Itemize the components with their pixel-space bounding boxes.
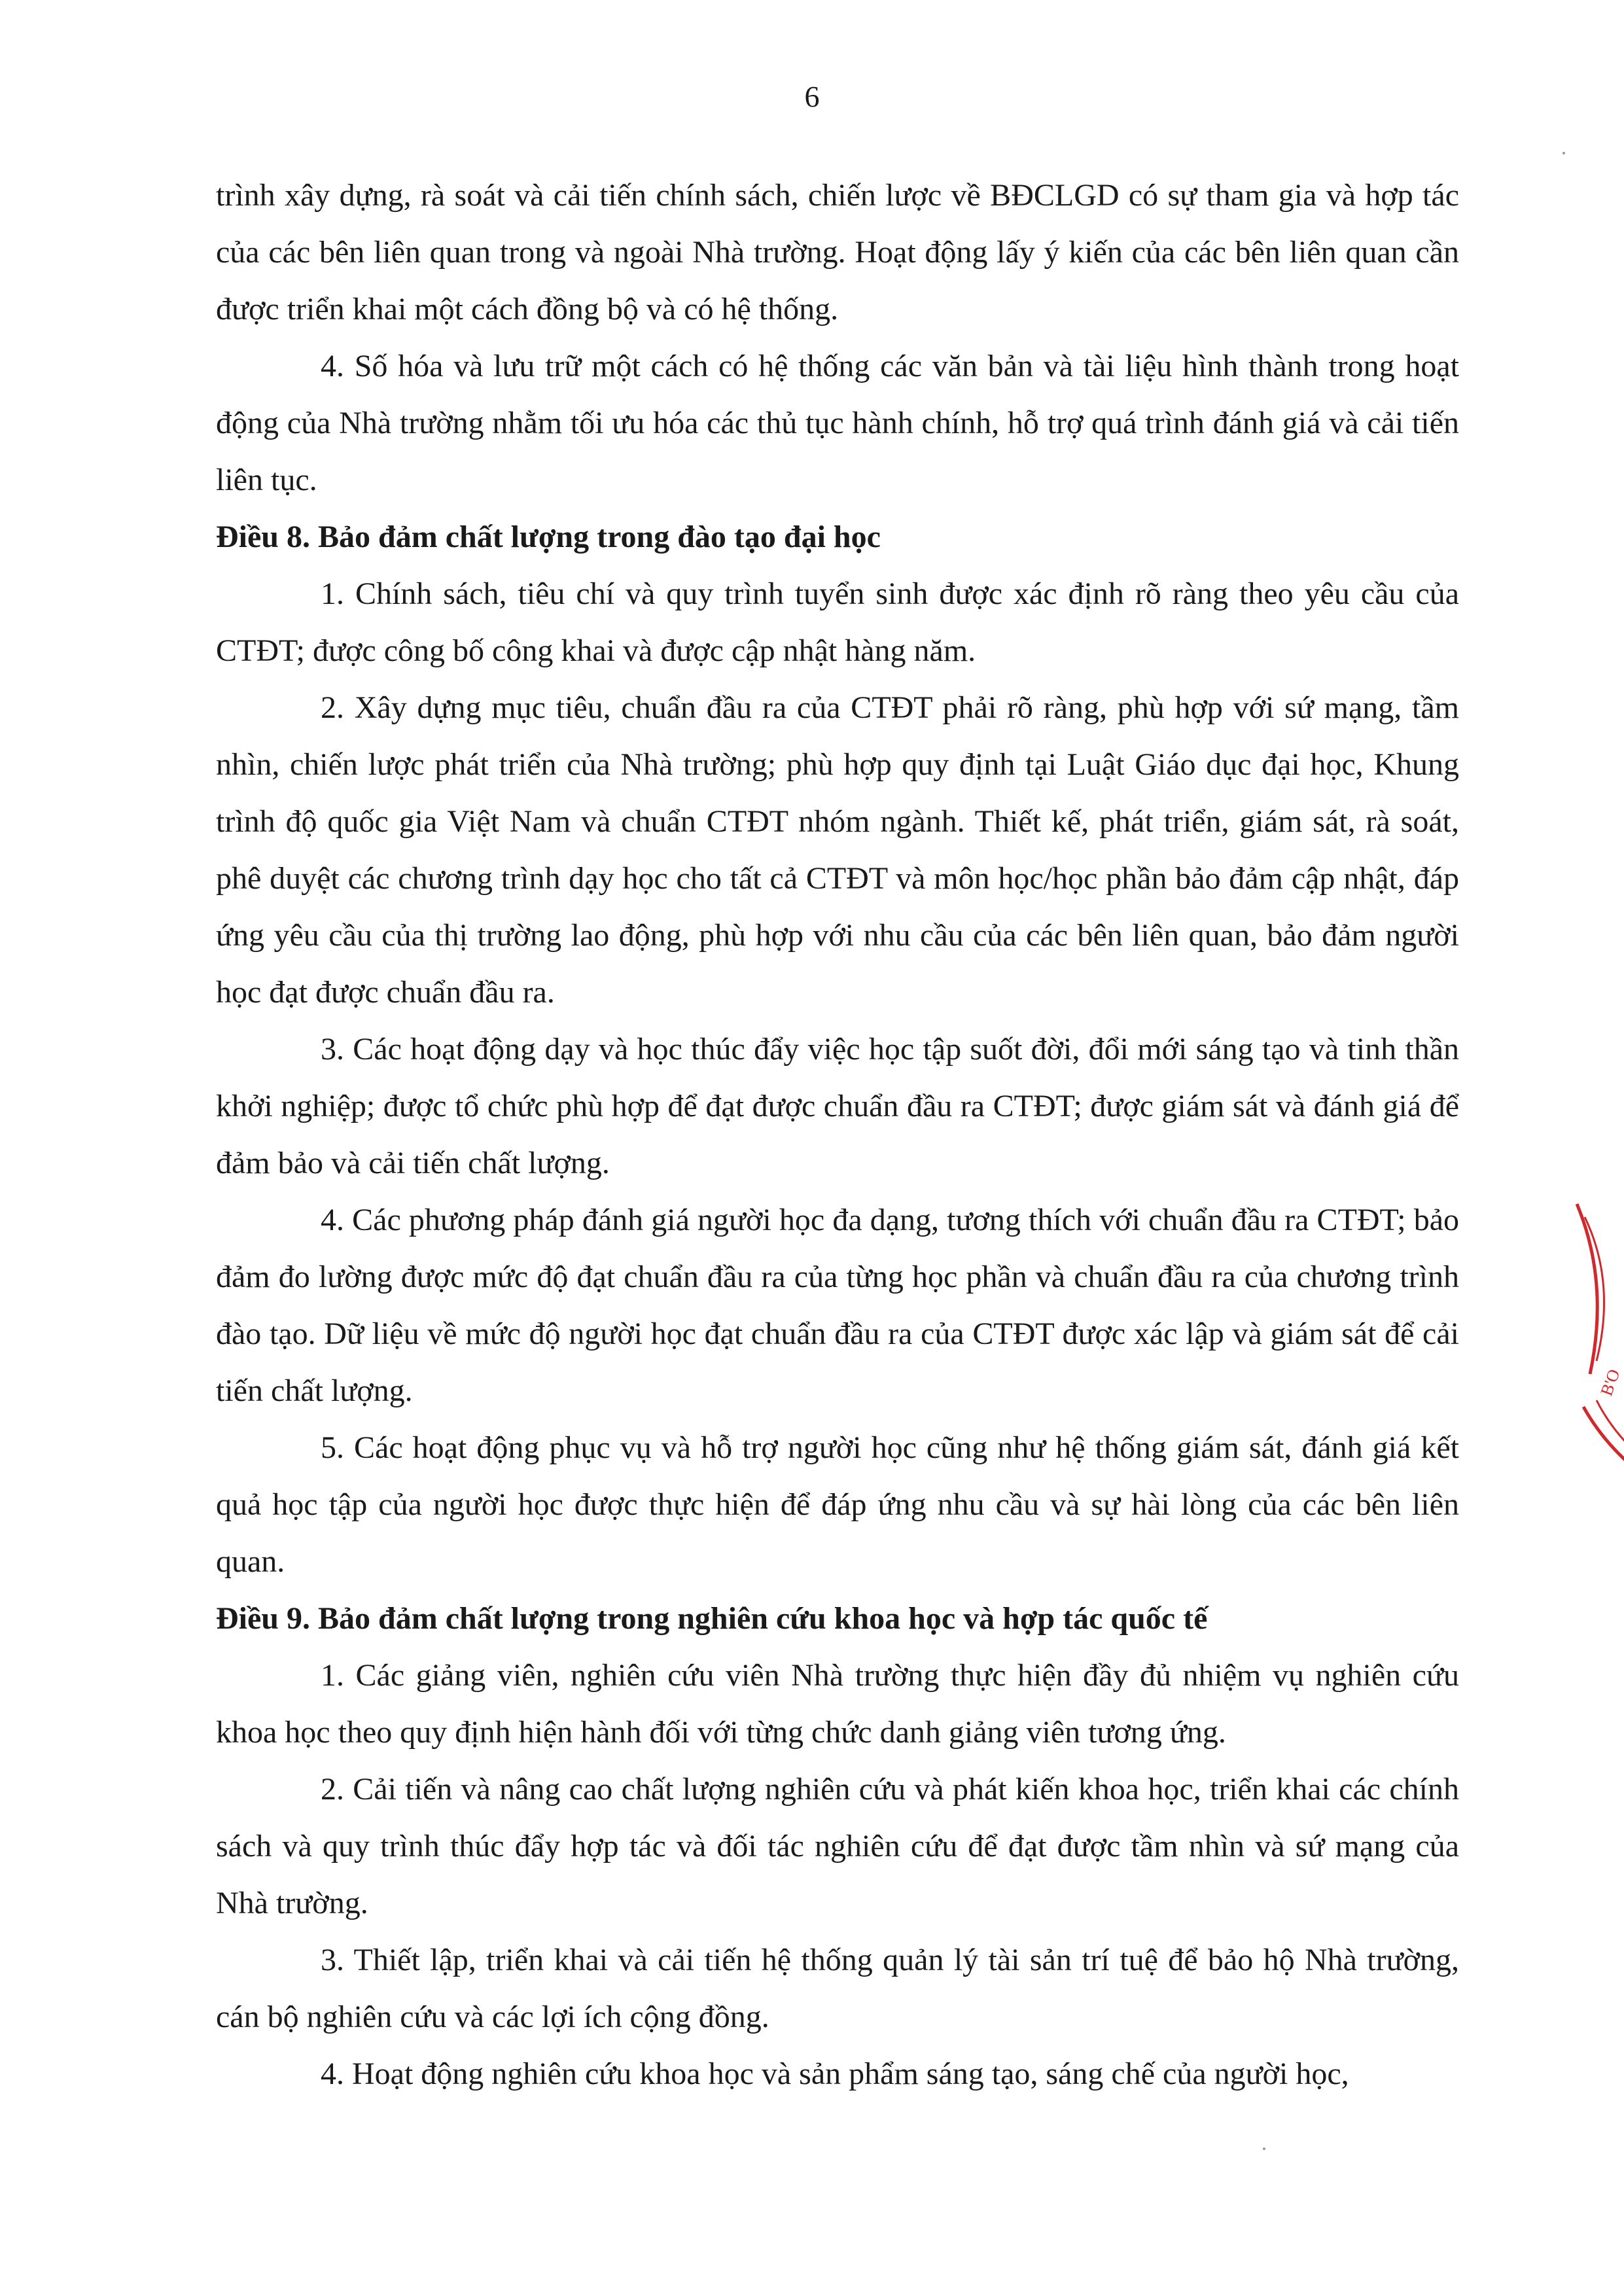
paragraph: 2. Xây dựng mục tiêu, chuẩn đầu ra của CTĐT phải rõ ràng, phù hợp với sứ mạng, tầm nhìn, chiến lược phát triển của Nhà trường; phù hợp quy định tại Luật Giáo dục đại học, Khung trình độ quốc gia Việt Nam và chuẩn CTĐT nhóm ngành. Thiết kế, phát triển, giám sát, rà soát, phê duyệt các chương trình dạy học cho tất cả CTĐT và môn học/học phần bảo đảm cập nhật, đáp ứng yêu cầu của thị trường lao động, phù hợp với nhu cầu của các bên liên quan, bảo đảm người học đạt được chuẩn đầu ra. <box>216 690 1459 1010</box>
paragraph: 1. Các giảng viên, nghiên cứu viên Nhà trường thực hiện đầy đủ nhiệm vụ nghiên cứu khoa học theo quy định hiện hành đối với từng chức danh giảng viên tương ứng. <box>216 1658 1459 1750</box>
article-heading: Điều 9. Bảo đảm chất lượng trong nghiên cứu khoa học và hợp tác quốc tế <box>216 1601 1208 1636</box>
red-seal-icon <box>1570 1191 1624 1518</box>
paragraph: 5. Các hoạt động phục vụ và hỗ trợ người học cũng như hệ thống giám sát, đánh giá kết quả học tập của người học được thực hiện để đáp ứng nhu cầu và sự hài lòng của các bên liên quan. <box>216 1430 1459 1579</box>
svg-text:B'O: B'O <box>1597 1366 1624 1399</box>
paragraph: 3. Thiết lập, triển khai và cải tiến hệ thống quản lý tài sản trí tuệ để bảo hộ Nhà trường, cán bộ nghiên cứu và các lợi ích cộng đồng. <box>216 1943 1459 2034</box>
paragraph: 4. Các phương pháp đánh giá người học đa dạng, tương thích với chuẩn đầu ra CTĐT; bảo đảm đo lường được mức độ đạt chuẩn đầu ra của từng học phần và chuẩn đầu ra của chương trình đào tạo. Dữ liệu về mức độ người học đạt chuẩn đầu ra của CTĐT được xác lập và giám sát để cải tiến chất lượng. <box>216 1203 1459 1408</box>
paragraph: 1. Chính sách, tiêu chí và quy trình tuyển sinh được xác định rõ ràng theo yêu cầu của CTĐT; được công bố công khai và được cập nhật hàng năm. <box>216 576 1459 668</box>
paragraph: 4. Hoạt động nghiên cứu khoa học và sản phẩm sáng tạo, sáng chế của người học, <box>321 2057 1349 2091</box>
page-number: 6 <box>804 80 820 113</box>
scan-speck <box>1562 152 1565 154</box>
scan-speck <box>1263 2147 1265 2150</box>
paragraph: 3. Các hoạt động dạy và học thúc đẩy việc học tập suốt đời, đổi mới sáng tạo và tinh thần khởi nghiệp; được tổ chức phù hợp để đạt được chuẩn đầu ra CTĐT; được giám sát và đánh giá để đảm bảo và cải tiến chất lượng. <box>216 1032 1459 1180</box>
document-body <box>216 167 1459 2102</box>
paragraph: trình xây dựng, rà soát và cải tiến chính sách, chiến lược về BĐCLGD có sự tham gia và hợp tác của các bên liên quan trong và ngoài Nhà trường. Hoạt động lấy ý kiến của các bên liên quan cần được triển khai một cách đồng bộ và có hệ thống. <box>216 178 1459 327</box>
paragraph: 2. Cải tiến và nâng cao chất lượng nghiên cứu và phát kiến khoa học, triển khai các chính sách và quy trình thúc đẩy hợp tác và đối tác nghiên cứu để đạt được tầm nhìn và sứ mạng của Nhà trường. <box>216 1772 1459 1920</box>
paragraph: 4. Số hóa và lưu trữ một cách có hệ thống các văn bản và tài liệu hình thành trong hoạt động của Nhà trường nhằm tối ưu hóa các thủ tục hành chính, hỗ trợ quá trình đánh giá và cải tiến liên tục. <box>216 349 1459 497</box>
article-heading: Điều 8. Bảo đảm chất lượng trong đào tạo đại học <box>216 520 881 554</box>
